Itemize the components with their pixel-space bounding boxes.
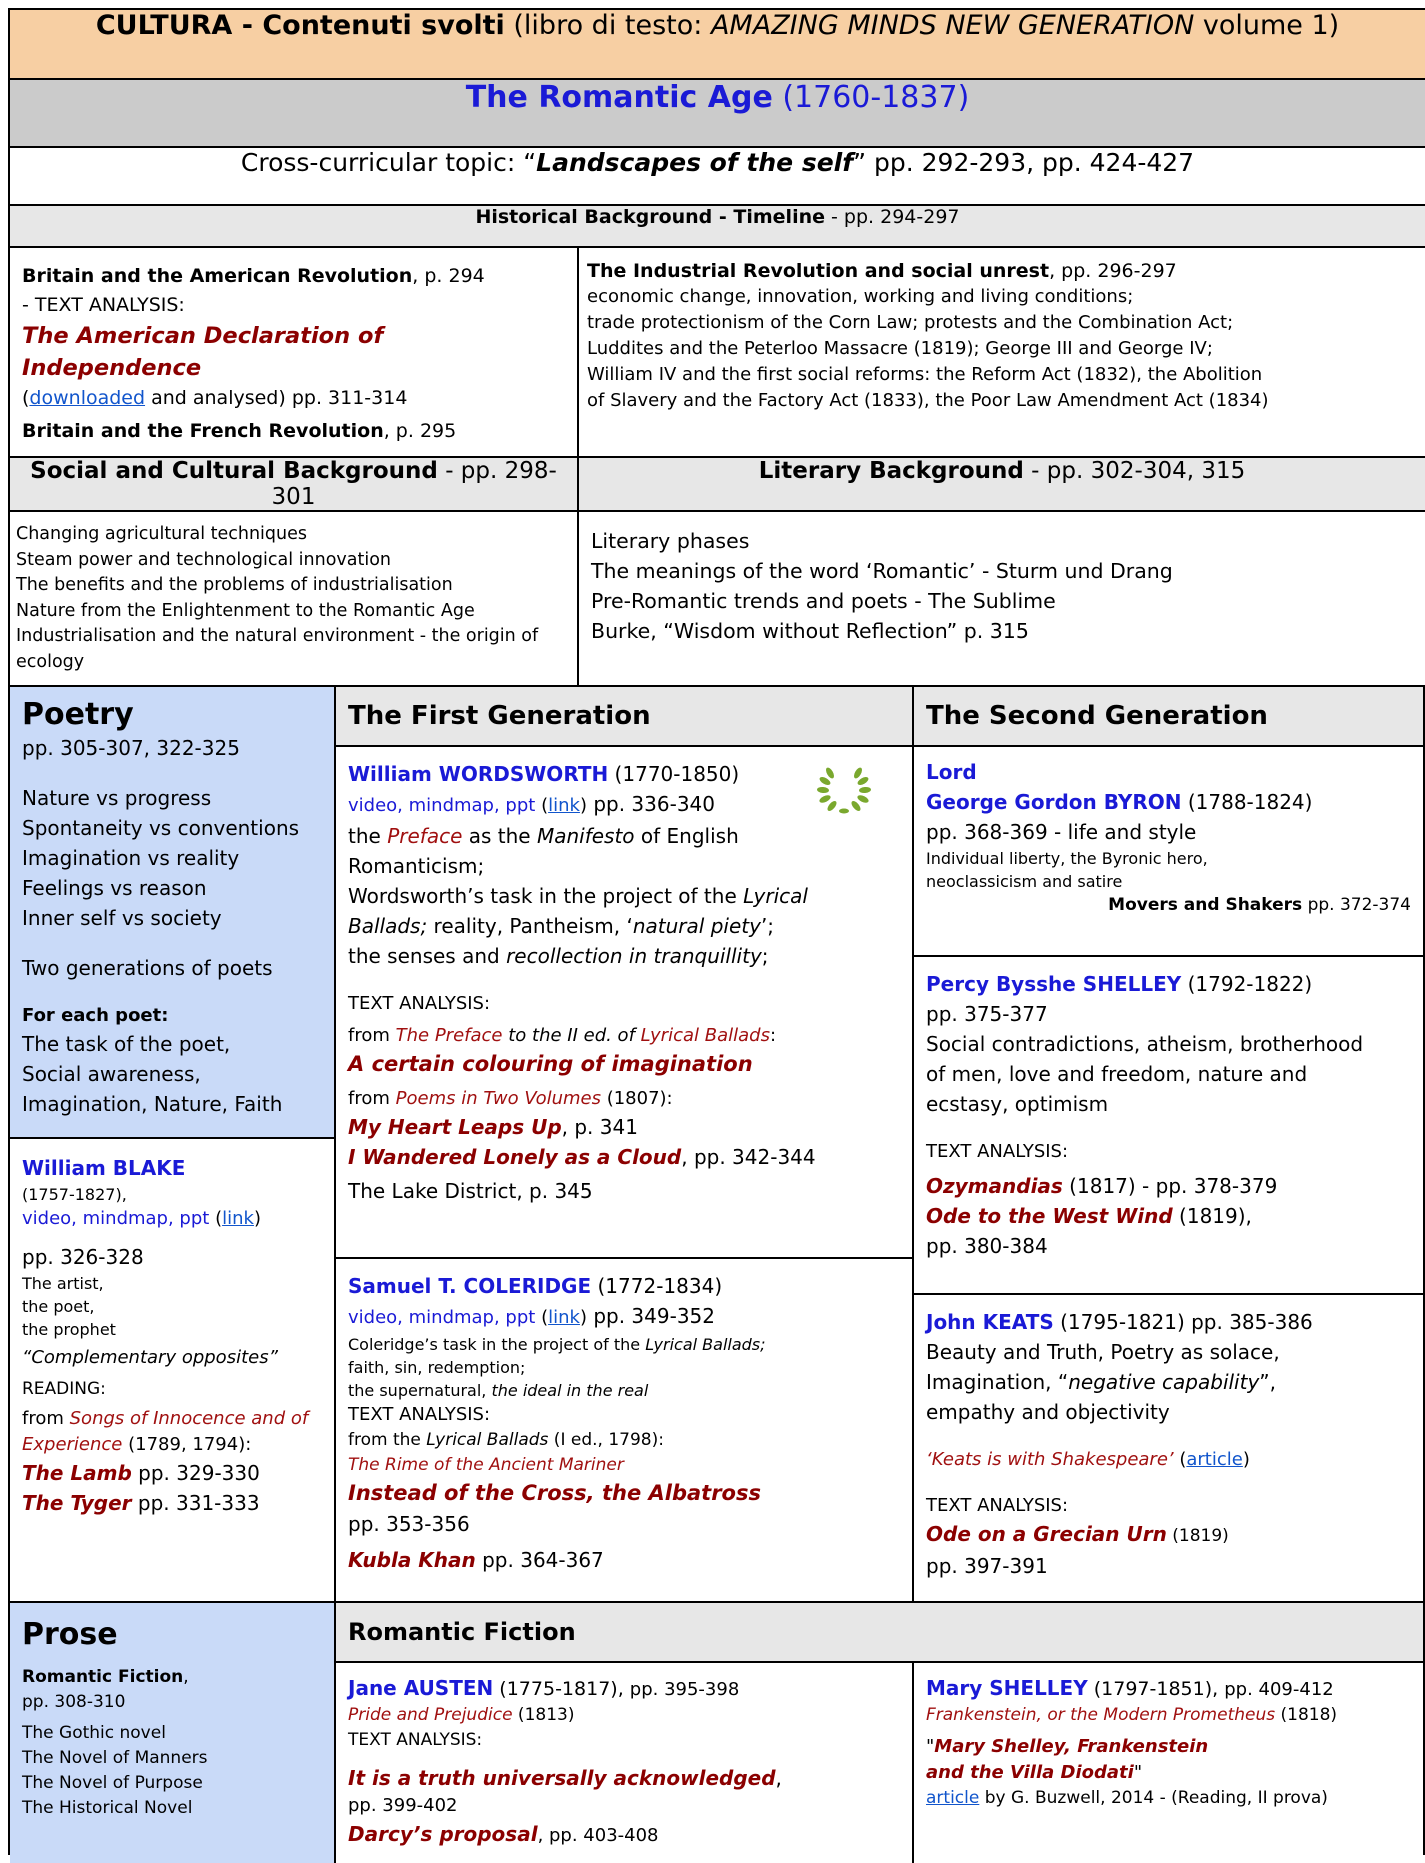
cross-curricular-row <box>9 147 1425 205</box>
social-background-header <box>9 457 578 511</box>
keats-dates: (1795-1821) pp. 385-386 <box>1053 1310 1313 1334</box>
shelley-pages: pp. 375-377 <box>926 1002 1048 1026</box>
paren-close: ) <box>1242 1449 1250 1470</box>
list-item: The meanings of the word ‘Romantic’ - Sturm und Drang <box>591 559 1173 583</box>
literary-background-title: Literary Background <box>758 458 1024 484</box>
industrial-line: trade protectionism of the Corn Law; protests and the Combination Act; <box>587 312 1234 333</box>
video-link[interactable]: video <box>348 795 398 816</box>
comma: , <box>183 1667 189 1687</box>
text-analysis-label: TEXT ANALYSIS: <box>926 1495 1069 1516</box>
albatross-pages: pp. 353-356 <box>348 1512 470 1536</box>
imagination-text: Imagination, “ <box>926 1370 1069 1394</box>
reading-label: READING: <box>22 1379 106 1399</box>
ozymandias-title: Ozymandias <box>926 1174 1063 1198</box>
byron-line: neoclassicism and satire <box>926 872 1123 891</box>
literary-background-header <box>578 457 1425 511</box>
blake-link[interactable]: link <box>222 1208 254 1229</box>
first-generation-column <box>336 687 914 1601</box>
preface-full-title: The Preface <box>395 1025 503 1046</box>
french-revolution-page: , p. 295 <box>383 420 457 442</box>
prose-section <box>8 1603 1425 1855</box>
darcy-pages: , pp. 403-408 <box>537 1825 659 1846</box>
tyger-title: The Tyger <box>22 1491 132 1515</box>
mindmap-ppt-link[interactable]: mindmap, ppt <box>408 795 536 816</box>
byron-lord: Lord <box>926 760 977 784</box>
keats-theme: Beauty and Truth, Poetry as solace, <box>926 1340 1280 1364</box>
poetry-theme: Nature vs progress <box>22 786 212 810</box>
generations-text: Two generations of poets <box>22 956 273 980</box>
wordsworth-link[interactable]: link <box>548 795 580 816</box>
west-wind-title: Ode to the West Wind <box>926 1204 1173 1228</box>
empathy-text: empathy and objectivity <box>926 1400 1170 1424</box>
mary-shelley-dates: (1797-1851), <box>1087 1678 1225 1700</box>
from-text: from <box>348 1025 396 1046</box>
video-link[interactable]: video <box>348 1307 398 1328</box>
poet-aspect: Social awareness, <box>22 1062 201 1086</box>
grecian-urn-date: (1819) <box>1166 1526 1229 1546</box>
poetry-overview <box>10 687 334 1139</box>
prose-pages: pp. 308-310 <box>22 1692 126 1712</box>
wordsworth-name: William WORDSWORTH <box>348 762 609 786</box>
task-text: Coleridge’s task in the project of the <box>348 1335 646 1354</box>
ozymandias-rest: (1817) - pp. 378-379 <box>1062 1174 1278 1198</box>
austen-name: Jane AUSTEN <box>348 1676 494 1700</box>
to-ii-text: to the II ed. of <box>502 1025 641 1046</box>
byron-line: Individual liberty, the Byronic hero, <box>926 849 1208 868</box>
industrial-line: Luddites and the Peterloo Massacre (1819); George III and George IV; <box>587 338 1213 359</box>
lyrical-text: Lyrical <box>743 884 808 908</box>
romantic-fiction-area <box>336 1603 1423 1863</box>
list-item: Steam power and technological innovation <box>16 549 392 570</box>
byron-cell <box>914 747 1423 957</box>
blake-pages: pp. 326-328 <box>22 1245 144 1269</box>
text-analysis-label: - TEXT ANALYSIS: <box>22 294 185 316</box>
songs-title: Songs of Innocence and of Experience <box>22 1408 309 1455</box>
blake-role: the prophet <box>22 1320 116 1339</box>
grecian-urn-pages: pp. 397-391 <box>926 1554 1048 1578</box>
heart-title: My Heart Leaps Up <box>348 1115 562 1139</box>
poems-title: Poems in Two Volumes <box>395 1088 601 1109</box>
industrial-line: William IV and the first social reforms: the Reform Act (1832), the Abolition <box>587 364 1263 385</box>
shelley-cell <box>914 957 1423 1295</box>
french-revolution-title: Britain and the French Revolution <box>22 420 384 442</box>
coleridge-link[interactable]: link <box>548 1307 580 1328</box>
prose-title: Prose <box>22 1617 118 1652</box>
austen-dates: (1775-1817), <box>493 1678 630 1700</box>
mary-shelley-cell <box>914 1663 1423 1863</box>
neg-end: ”, <box>1259 1370 1277 1394</box>
social-background-title: Social and Cultural Background <box>30 458 438 484</box>
poems-date: (1807): <box>600 1088 673 1109</box>
american-revolution-title: Britain and the American Revolution <box>22 265 413 287</box>
social-background-list <box>9 511 578 686</box>
preface-title: Preface <box>387 824 463 848</box>
historical-background-header <box>9 205 1425 247</box>
keats-name: John KEATS <box>926 1310 1054 1334</box>
of-english-text: of English <box>634 824 739 848</box>
historical-right-cell <box>578 247 1425 457</box>
the-text: the <box>348 824 388 848</box>
pride-date: (1813) <box>512 1705 575 1725</box>
cross-prefix: Cross-curricular topic: “ <box>240 148 537 177</box>
list-item: Nature from the Enlightenment to the Romantic Age <box>16 600 475 621</box>
rime-title: The Rime of the Ancient Mariner <box>348 1455 624 1475</box>
industrial-revolution-title: The Industrial Revolution and social unrest <box>587 260 1050 282</box>
shelley-theme: of men, love and freedom, nature and <box>926 1062 1308 1086</box>
movers-shakers-pages: pp. 372-374 <box>1302 895 1411 915</box>
blake-name: William BLAKE <box>22 1156 186 1180</box>
social-background-pages: - pp. 298-301 <box>271 458 557 510</box>
shelley-name: Percy Bysshe SHELLEY <box>926 972 1182 996</box>
poetry-theme: Feelings vs reason <box>22 876 207 900</box>
romantic-fiction-authors <box>336 1663 1423 1863</box>
shelley-theme: Social contradictions, atheism, brotherhood <box>926 1032 1364 1056</box>
truth-title: It is a truth universally acknowledged <box>348 1766 776 1790</box>
albatross-title: Instead of the Cross, the Albatross <box>348 1481 761 1505</box>
romantic-age-title: The Romantic Age <box>465 80 773 115</box>
video-link[interactable]: video <box>22 1208 72 1229</box>
list-item: Changing agricultural techniques <box>16 524 307 544</box>
songs-dates: (1789, 1794): <box>122 1434 252 1455</box>
coleridge-cell: Samuel T. COLERIDGE (1772-1834) video, mindmap, ppt (link) pp. 349-352 Coleridge’s task in the project of the Lyrical Ballads; faith, sin, redemption; the supernatural, the ideal in the real TEXT ANALYSIS: from the Lyrical Ballads (I ed., 1798): The Rime of the Ancient Mariner Instead of the Cross, the Albatross pp. 353-356 Kubla Khan pp. 364-367 <box>336 1259 912 1599</box>
from-text: from <box>348 1088 396 1109</box>
poetry-theme: Spontaneity vs conventions <box>22 816 300 840</box>
recollection-text: recollection in tranquillity <box>506 944 762 968</box>
lyrical-ballads-title: Lyrical Ballads <box>640 1025 770 1046</box>
text-analysis-label: TEXT ANALYSIS: <box>348 993 491 1014</box>
literary-background-pages: - pp. 302-304, 315 <box>1023 458 1246 484</box>
cultura-title: CULTURA - Contenuti svolti <box>95 10 505 41</box>
byron-name: George Gordon BYRON <box>926 790 1182 814</box>
darcy-title: Darcy’s proposal <box>348 1822 538 1846</box>
movers-shakers-title: Movers and Shakers <box>1108 895 1303 915</box>
paren-open: ( <box>1173 1449 1187 1470</box>
novel-type: The Novel of Manners <box>22 1748 208 1768</box>
blake-cell: William BLAKE (1757-1827), video, mindmap, ppt (link) pp. 326-328 The artist, the poet, the prophet “Complementary opposites” READING: from Songs of Innocence and of Experience (1789, 1794): The Lamb pp. 329-330 The Tyger pp. 331-333 <box>10 1139 334 1601</box>
shelley-theme: ecstasy, optimism <box>926 1092 1109 1116</box>
mindmap-ppt-link[interactable]: mindmap, ppt <box>408 1307 536 1328</box>
coleridge-pages: pp. 349-352 <box>586 1304 715 1328</box>
romantic-age-banner <box>9 79 1425 147</box>
industrial-line: of Slavery and the Factory Act (1833), the Poor Law Amendment Act (1834) <box>587 390 1269 411</box>
poetry-theme: Imagination vs reality <box>22 846 240 870</box>
colon: : <box>769 1025 777 1046</box>
byron-dates: (1788-1824) <box>1181 790 1313 814</box>
laurel-wreath-icon <box>816 761 872 817</box>
coleridge-name: Samuel T. COLERIDGE <box>348 1274 592 1298</box>
analysed-text: and analysed) pp. 311-314 <box>145 387 408 409</box>
lake-district-text: The Lake District, p. 345 <box>348 1179 593 1203</box>
negative-capability: negative capability <box>1068 1370 1260 1394</box>
list-item: Burke, “Wisdom without Reflection” p. 315 <box>591 619 1029 643</box>
wordsworth-cell: William WORDSWORTH (1770-1850) video, mindmap, ppt (link) pp. 336-340 the Preface as the Manifesto of English Romanticism; Wordsworth’s task in the project of the Lyrical Ballads; reality, Pantheism, ‘natural piety’; the senses and recollection in tranquillity; TEXT ANALYSIS: from The Preface to the II ed. of Lyrical Ballads: A certain colouring of imagination from Poems in Two Volumes (1807): My Heart Leaps Up, p. 341 I Wandered Lonely as a Cloud, pp. 342-344 The Lake District, p. 345 <box>336 747 912 1259</box>
paren-open: ( <box>22 387 30 409</box>
wordsworth-dates: (1770-1850) <box>608 762 740 786</box>
blake-dates: (1757-1827), <box>22 1185 127 1204</box>
poetry-theme: Inner self vs society <box>22 906 222 930</box>
supernatural-text: the supernatural, <box>348 1381 492 1400</box>
byron-pages: pp. 368-369 - life and style <box>926 820 1197 844</box>
article-title-line1: Mary Shelley, Frankenstein <box>934 1736 1209 1757</box>
cross-suffix: ” pp. 292-293, pp. 424-427 <box>853 148 1195 177</box>
romanticism-text: Romanticism; <box>348 854 485 878</box>
article-byline: by G. Buzwell, 2014 - (Reading, II prova) <box>979 1788 1328 1808</box>
novel-type: The Novel of Purpose <box>22 1773 203 1793</box>
tyger-pages: pp. 331-333 <box>131 1491 260 1515</box>
quote-open: " <box>926 1736 935 1757</box>
text-analysis-label: TEXT ANALYSIS: <box>926 1141 1069 1162</box>
romantic-fiction-header: Romantic Fiction <box>336 1603 1423 1663</box>
industrial-line: economic change, innovation, working and living conditions; <box>587 286 1134 307</box>
ideal-text: the ideal in the real <box>491 1381 649 1400</box>
historical-title: Historical Background - Timeline <box>475 206 825 228</box>
ballads-text: Ballads; <box>348 914 428 938</box>
poetry-section <box>8 687 1425 1603</box>
romantic-age-dates: (1760-1837) <box>782 80 970 115</box>
list-item: Literary phases <box>591 529 750 553</box>
from-the-text: from the <box>348 1430 427 1450</box>
natural-piety-text: natural piety <box>632 914 761 938</box>
industrial-revolution-pages: , pp. 296-297 <box>1049 260 1177 282</box>
semicolon: ; <box>761 944 769 968</box>
list-item: Pre-Romantic trends and poets - The Sublime <box>591 589 1056 613</box>
comma: , <box>775 1766 782 1790</box>
cultura-book-suffix: volume 1) <box>1194 10 1340 41</box>
task-text: Wordsworth’s task in the project of the <box>348 884 744 908</box>
lb-title: Lyrical Ballads <box>426 1430 549 1450</box>
poet-aspect: The task of the poet, <box>22 1032 231 1056</box>
austen-cell <box>336 1663 914 1863</box>
lb-ed: (I ed., 1798): <box>548 1430 664 1450</box>
keats-article-link[interactable]: article <box>1186 1449 1243 1470</box>
mary-article-link[interactable]: article <box>926 1788 980 1808</box>
list-item: Industrialisation and the natural environment - the origin of ecology <box>16 626 539 672</box>
historical-pages: - pp. 294-297 <box>825 206 960 228</box>
cultura-book-prefix: (libro di testo: <box>513 10 711 41</box>
article-title-line2: and the Villa Diodati <box>926 1762 1134 1783</box>
second-generation-column <box>914 687 1423 1601</box>
quote-close: " <box>1133 1762 1143 1783</box>
cultura-banner <box>9 9 1425 79</box>
cultura-book-title: AMAZING MINDS NEW GENERATION <box>710 10 1195 41</box>
text-analysis-label: TEXT ANALYSIS: <box>348 1404 491 1425</box>
mary-shelley-name: Mary SHELLEY <box>926 1676 1088 1700</box>
poetry-pages: pp. 305-307, 322-325 <box>22 736 240 760</box>
austen-pages: pp. 395-398 <box>629 1679 740 1700</box>
truth-pages: pp. 399-402 <box>348 1795 458 1816</box>
complementary-opposites: “Complementary opposites” <box>22 1347 278 1368</box>
lyrical-text: Lyrical Ballads; <box>645 1335 766 1354</box>
mindmap-ppt-link[interactable]: mindmap, ppt <box>82 1208 210 1229</box>
first-generation-header: The First Generation <box>336 687 912 747</box>
shelley-dates: (1792-1822) <box>1181 972 1313 996</box>
poetry-left-column <box>10 687 336 1601</box>
prose-overview <box>10 1603 336 1863</box>
downloaded-link[interactable]: downloaded <box>29 387 146 409</box>
keats-cell <box>914 1295 1423 1599</box>
wandered-title: I Wandered Lonely as a Cloud <box>348 1145 682 1169</box>
poet-aspect: Imagination, Nature, Faith <box>22 1092 283 1116</box>
from-text: from <box>22 1408 70 1429</box>
frankenstein-date: (1818) <box>1275 1705 1338 1725</box>
poetry-title: Poetry <box>22 697 134 732</box>
header-table <box>8 8 1425 687</box>
coleridge-dates: (1772-1834) <box>591 1274 723 1298</box>
colouring-title: A certain colouring of imagination <box>348 1052 753 1076</box>
historical-left-cell <box>9 247 578 457</box>
west-wind-pages: pp. 380-384 <box>926 1234 1048 1258</box>
grecian-urn-title: Ode on a Grecian Urn <box>926 1522 1167 1546</box>
faith-text: faith, sin, redemption; <box>348 1358 526 1377</box>
mary-shelley-pages: pp. 409-412 <box>1224 1679 1334 1700</box>
declaration-title: The American Declaration of Independence <box>22 323 384 381</box>
american-revolution-page: , p. 294 <box>412 265 485 287</box>
novel-type: The Gothic novel <box>22 1723 166 1743</box>
wordsworth-pages: pp. 336-340 <box>586 792 715 816</box>
literary-background-list <box>578 511 1425 686</box>
pride-title: Pride and Prejudice <box>348 1705 513 1725</box>
frankenstein-title: Frankenstein, or the Modern Prometheus <box>926 1705 1276 1725</box>
kubla-pages: pp. 364-367 <box>475 1548 604 1572</box>
as-the-text: as the <box>462 824 537 848</box>
list-item: The benefits and the problems of industrialisation <box>16 575 453 595</box>
senses-text: the senses and <box>348 944 507 968</box>
text-analysis-label: TEXT ANALYSIS: <box>348 1730 483 1750</box>
blake-role: the poet, <box>22 1297 95 1316</box>
reality-text: reality, Pantheism, ‘ <box>427 914 633 938</box>
keats-article-quote: ‘Keats is with Shakespeare’ <box>926 1449 1174 1470</box>
lamb-pages: pp. 329-330 <box>131 1461 260 1485</box>
document-page <box>8 8 1425 1855</box>
wandered-pages: , pp. 342-344 <box>681 1145 816 1169</box>
cross-topic: Landscapes of the self <box>536 148 854 177</box>
west-wind-rest: (1819), <box>1172 1204 1252 1228</box>
lamb-title: The Lamb <box>22 1461 132 1485</box>
manifesto-text: Manifesto <box>536 824 635 848</box>
piety-end: ’; <box>760 914 775 938</box>
for-each-poet-label: For each poet: <box>22 1005 169 1026</box>
kubla-title: Kubla Khan <box>348 1548 476 1572</box>
blake-role: The artist, <box>22 1274 104 1293</box>
novel-type: The Historical Novel <box>22 1798 193 1818</box>
heart-page: , p. 341 <box>561 1115 638 1139</box>
romantic-fiction-label: Romantic Fiction <box>22 1667 184 1687</box>
second-generation-header: The Second Generation <box>914 687 1423 747</box>
